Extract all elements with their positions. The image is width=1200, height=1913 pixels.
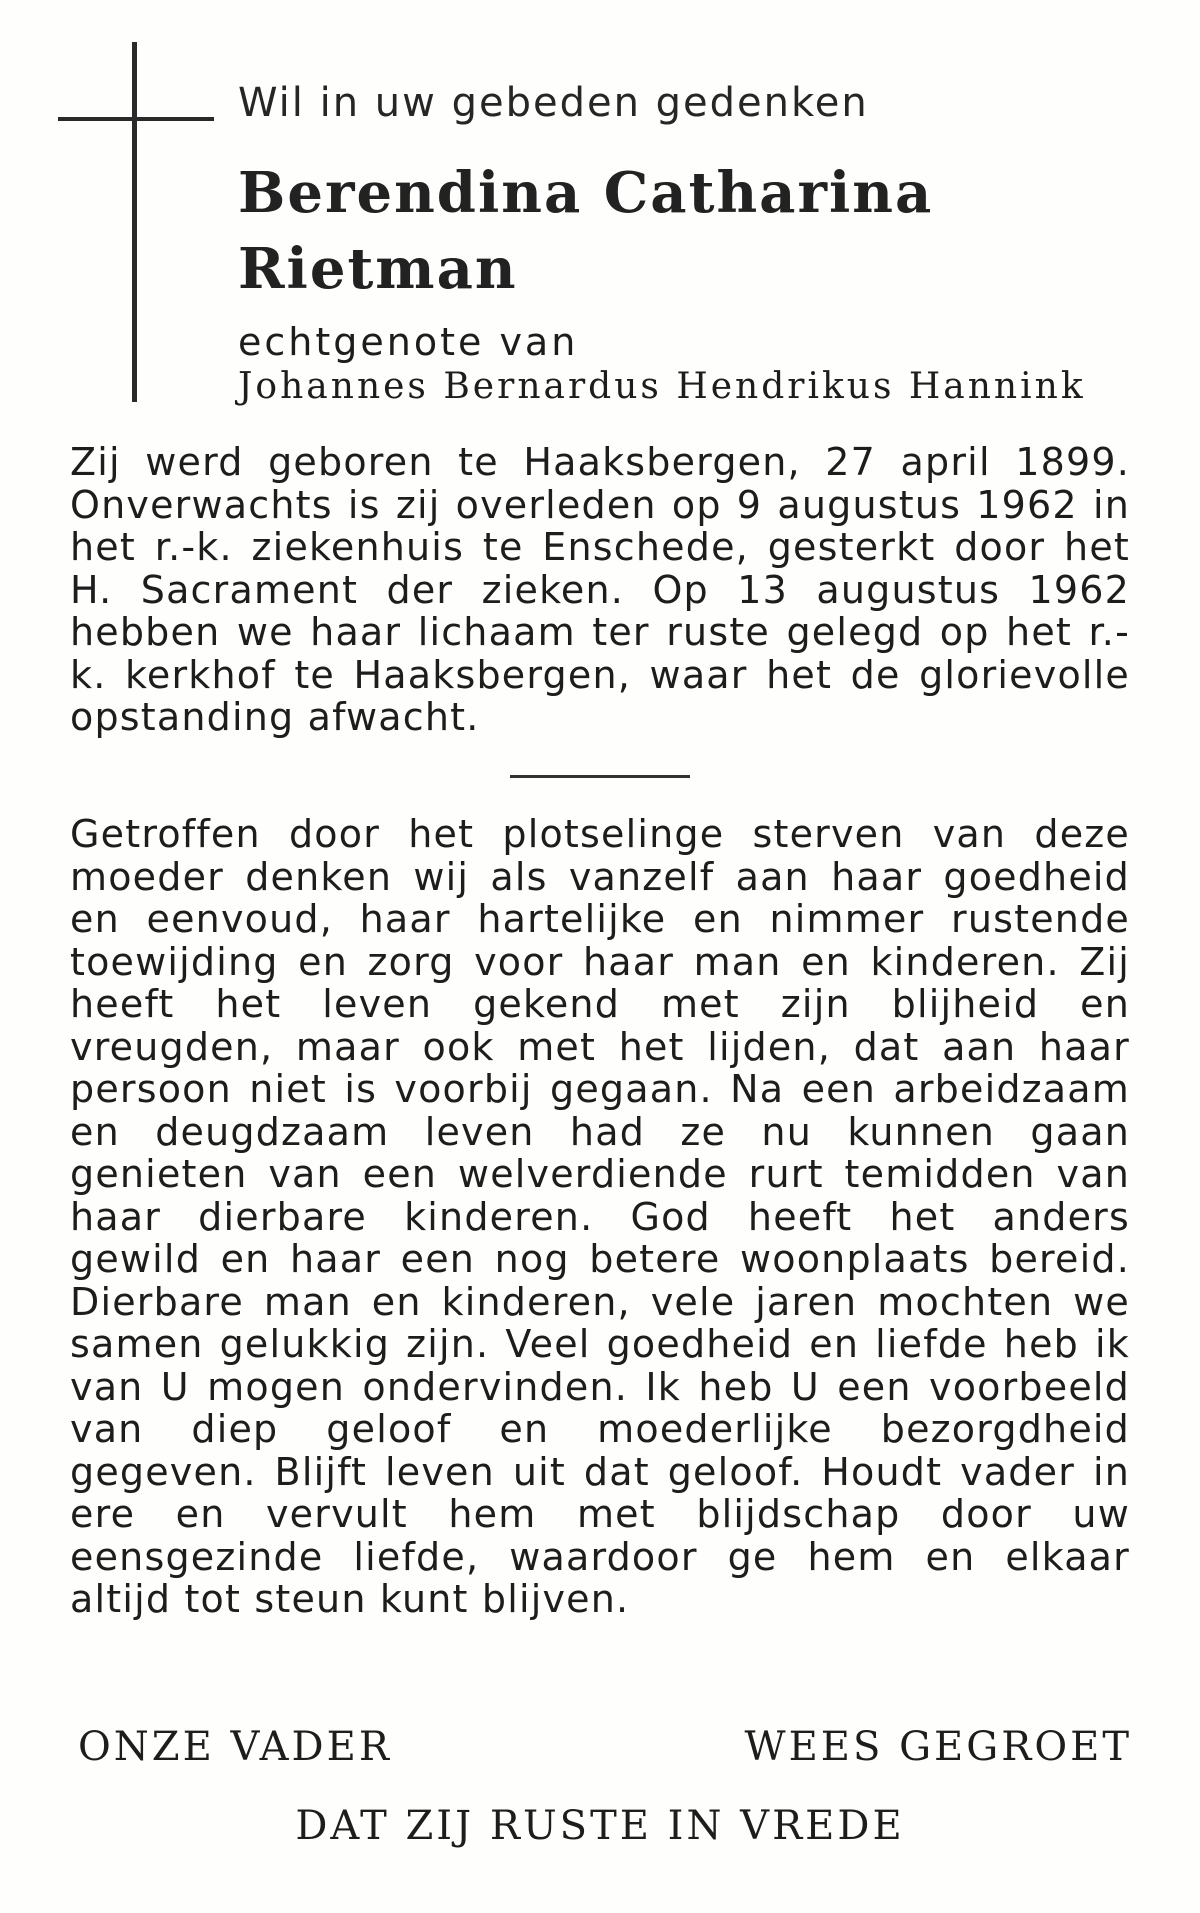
section-divider [510, 775, 690, 778]
closing-prayer: DAT ZIJ RUSTE IN VREDE [295, 1803, 905, 1849]
deceased-first-names: Berendina Catharina [238, 160, 934, 226]
cross-horizontal-bar [58, 117, 214, 121]
prayer-wees-gegroet: WEES GEGROET [744, 1724, 1132, 1770]
deceased-surname: Rietman [238, 236, 518, 302]
intro-text: Wil in uw gebeden gedenken [238, 80, 869, 126]
cross-vertical-bar [132, 42, 137, 402]
memorial-paragraph: Getroffen door het plotselinge sterven van deze moeder denken wij als vanzelf aan haar goedheid en eenvoud, haar hartelijke en nimmer rustende toewijding en zorg voor haar man en kinderen. Zij heeft het leven gekend met zijn blijheid en vreugden, maar ook met het lijden, dat aan haar persoon niet is voorbij gegaan. Na een arbeidzaam en deugdzaam leven had ze nu kunnen gaan genieten van een welverdiende rurt temidden van haar dierbare kinderen. God heeft het anders gewild en haar een nog betere woonplaats bereid. Dierbare man en kinderen, vele jaren mochten we samen gelukkig zijn. Veel goedheid en liefde heb ik van U mogen ondervinden. Ik heb U een voorbeeld van diep geloof en moederlijke bezorgdheid gegeven. Blijft leven uit dat geloof. Houdt vader in ere en vervult hem met blijdschap door uw eensgezinde liefde, waardoor ge hem en elkaar altijd tot steun kunt blijven. [70, 812, 1130, 1621]
prayer-onze-vader: ONZE VADER [78, 1724, 392, 1770]
spouse-label: echtgenote van [238, 320, 579, 364]
spouse-name: Johannes Bernardus Hendrikus Hannink [238, 366, 1086, 407]
biography-paragraph: Zij werd geboren te Haaksbergen, 27 april 1899. Onverwachts is zij overleden op 9 augustus 1962 in het r.-k. ziekenhuis te Enschede, gesterkt door het H. Sacrament der zieken. Op 13 augustus 1962 hebben we haar lichaam ter ruste gelegd op het r.-k. kerkhof te Haaksbergen, waar het de glorievolle opstanding afwacht. [70, 440, 1130, 739]
